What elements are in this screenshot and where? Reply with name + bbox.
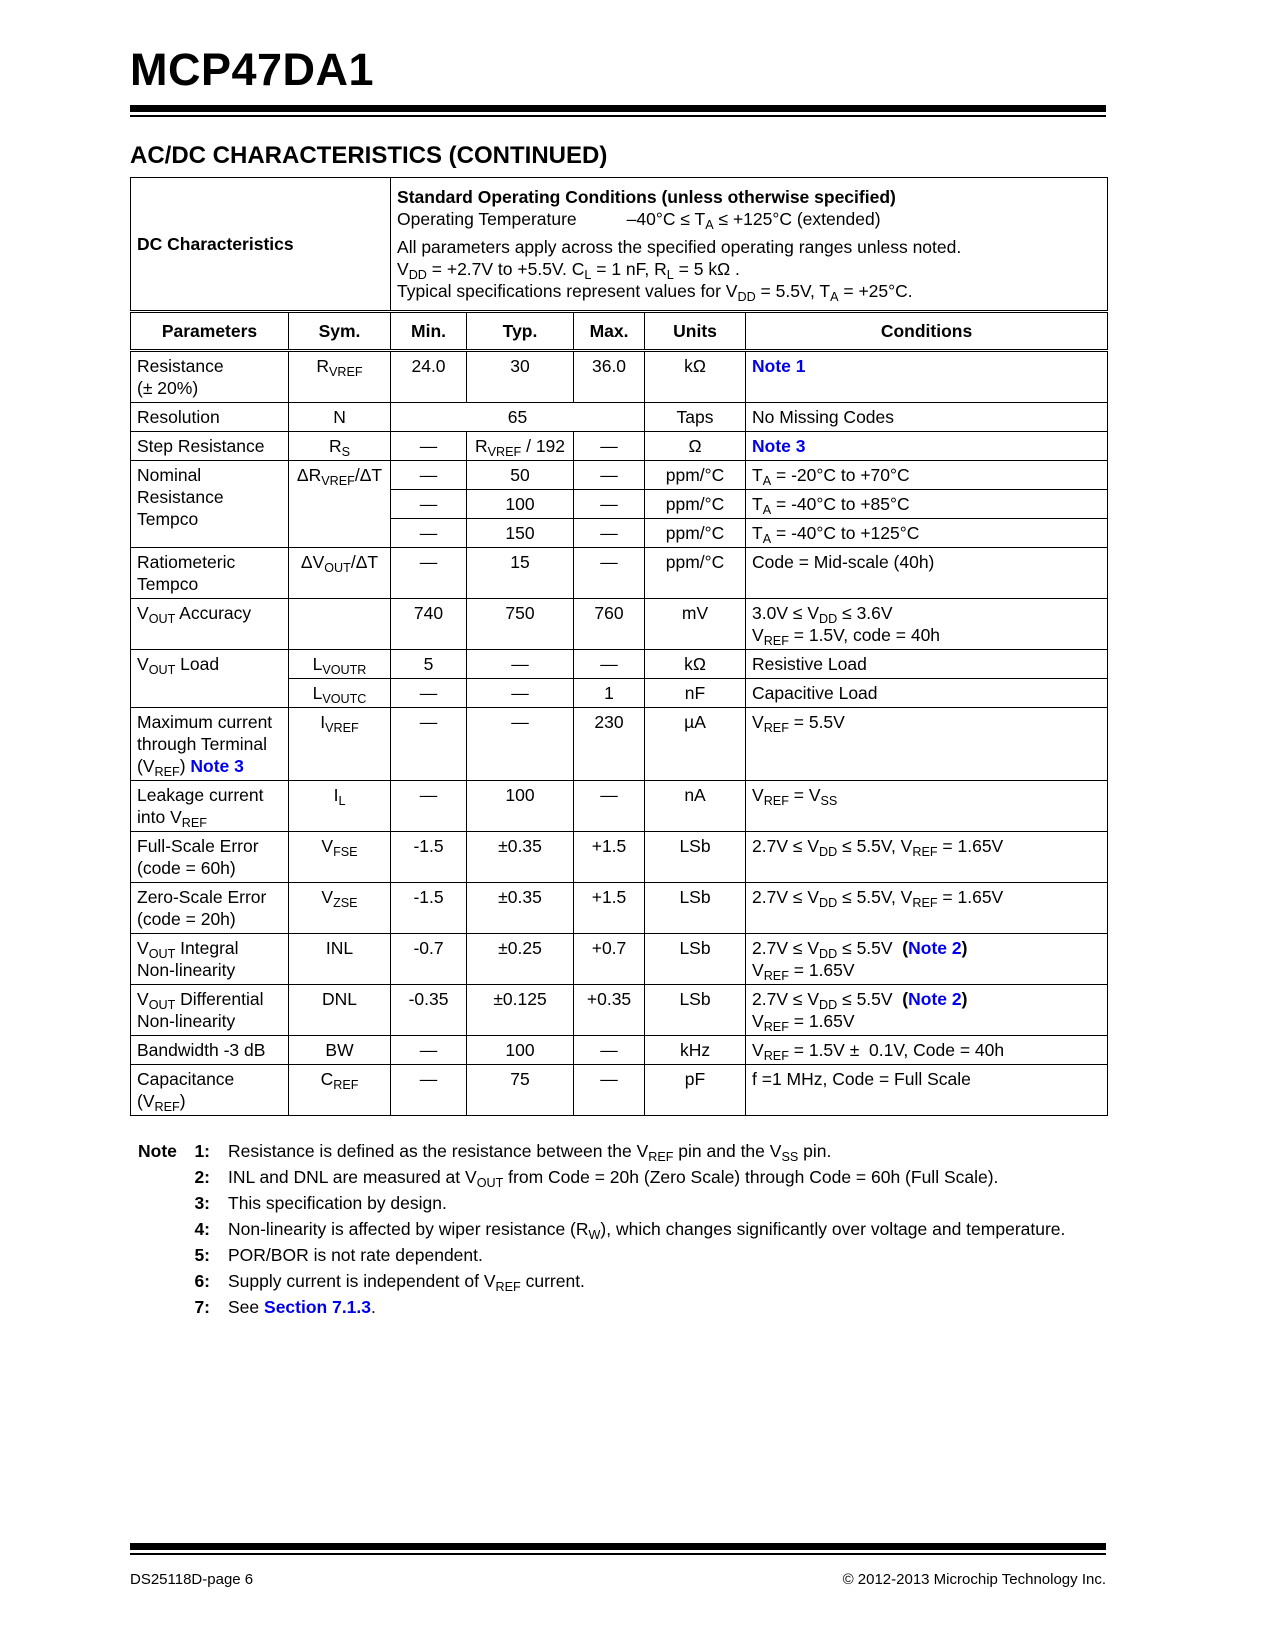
cond-cell: $V_{REF} = 1.5V \pm 0.1V$, Code = 40h <box>746 1036 1108 1065</box>
min-cell: 5 <box>391 650 467 679</box>
sym-cell: $\Delta V_{OUT}/\Delta T$ <box>289 548 391 599</box>
op-temp-value: $-40^\circ C \le T_A \le +125^\circ C$ (extended) <box>626 209 881 232</box>
cond-cell <box>746 432 1108 461</box>
col-min: Min. <box>391 312 467 351</box>
typ-cell: 100 <box>467 1036 574 1065</box>
header-rule-thin <box>130 115 1106 117</box>
typ-cell: 100 <box>467 781 574 832</box>
table-row <box>131 781 1108 832</box>
note-text: Supply current is independent of $V_{REF}$ current. <box>228 1271 585 1294</box>
units-cell: Taps <box>645 403 746 432</box>
note-1-link[interactable]: Note 1 <box>752 356 806 376</box>
note-text: INL and DNL are measured at $V_{OUT}$ from Code = 20h (Zero Scale) through Code = 60h (Full Scale). <box>228 1167 999 1190</box>
typ-cell: 15 <box>467 548 574 599</box>
units-cell: kΩ <box>645 650 746 679</box>
max-cell: — <box>574 519 645 548</box>
sym-cell: $R_{VREF}$ <box>289 351 391 403</box>
min-cell: — <box>391 1036 467 1065</box>
cond-cell: $2.7V \le V_{DD} \le 5.5V$ (Note 2) $V_{REF} = 1.65V$ <box>746 985 1108 1036</box>
sym-cell: DNL <box>289 985 391 1036</box>
table-row <box>131 650 1108 679</box>
max-cell: 760 <box>574 599 645 650</box>
param-cell: Leakage current into $V_{REF}$ <box>131 781 289 832</box>
typ-cell: ±0.35 <box>467 832 574 883</box>
copyright: © 2012-2013 Microchip Technology Inc. <box>842 1571 1106 1588</box>
cond-cell: No Missing Codes <box>746 403 1108 432</box>
cond-cell: $V_{REF} = V_{SS}$ <box>746 781 1108 832</box>
characteristics-table <box>130 177 1108 1116</box>
table-row <box>131 548 1108 599</box>
note-text: This specification by design. <box>228 1193 447 1213</box>
note-item <box>138 1244 1098 1266</box>
max-cell: +1.5 <box>574 832 645 883</box>
cond-cell: $T_A = -40^\circ C$ to +125°C <box>746 519 1108 548</box>
table-row <box>131 708 1108 781</box>
sym-cell: $I_L$ <box>289 781 391 832</box>
min-cell: 740 <box>391 599 467 650</box>
note-item <box>138 1296 1098 1318</box>
param-cell: Nominal Resistance Tempco <box>131 461 289 548</box>
typ-cell: 30 <box>467 351 574 403</box>
col-conditions: Conditions <box>746 312 1108 351</box>
param-cell: Zero-Scale Error (code = 20h) <box>131 883 289 934</box>
table-row <box>131 461 1108 490</box>
param-cell: $V_{OUT}$ Integral Non-linearity <box>131 934 289 985</box>
note-text: See Section 7.1.3. <box>228 1297 376 1317</box>
cond-cell: $2.7V \le V_{DD} \le 5.5V$ (Note 2) $V_{REF} = 1.65V$ <box>746 934 1108 985</box>
sym-cell: $R_S$ <box>289 432 391 461</box>
sym-cell: $L_{VOUTR}$ <box>289 650 391 679</box>
typ-cell: 75 <box>467 1065 574 1116</box>
min-cell: — <box>391 490 467 519</box>
typical-line: Typical specifications represent values for $V_{DD} = 5.5V$, $T_A = +25^\circ C$. <box>397 281 913 304</box>
max-cell: +0.35 <box>574 985 645 1036</box>
table-notes <box>138 1140 1098 1322</box>
param-cell: Ratiometeric Tempco <box>131 548 289 599</box>
units-cell: Ω <box>645 432 746 461</box>
units-cell: LSb <box>645 832 746 883</box>
table-row <box>131 883 1108 934</box>
section-link[interactable]: Section 7.1.3 <box>264 1297 372 1317</box>
max-cell: — <box>574 781 645 832</box>
footer-rule-thin <box>130 1553 1106 1555</box>
col-max: Max. <box>574 312 645 351</box>
max-cell: 36.0 <box>574 351 645 403</box>
typ-cell: $R_{VREF} / 192$ <box>467 432 574 461</box>
cond-cell: $2.7V \le V_{DD} \le 5.5V$, $V_{REF} = 1.65V$ <box>746 832 1108 883</box>
note-text: Resistance is defined as the resistance between the $V_{REF}$ pin and the $V_{SS}$ pin. <box>228 1141 832 1164</box>
table-row <box>131 934 1108 985</box>
cond-cell: f =1 MHz, Code = Full Scale <box>746 1065 1108 1116</box>
table-row <box>131 832 1108 883</box>
notes-label: Note <box>138 1141 177 1161</box>
min-cell: — <box>391 708 467 781</box>
cond-cell: $3.0V \le V_{DD} \le 3.6V$ $V_{REF} = 1.5V$, code = 40h <box>746 599 1108 650</box>
units-cell: kΩ <box>645 351 746 403</box>
max-cell: — <box>574 490 645 519</box>
sym-cell: INL <box>289 934 391 985</box>
note-number: 2: <box>194 1167 210 1187</box>
sym-cell: $V_{FSE}$ <box>289 832 391 883</box>
col-typ: Typ. <box>467 312 574 351</box>
cond-cell: $V_{REF} = 5.5V$ <box>746 708 1108 781</box>
std-conditions: Standard Operating Conditions (unless otherwise specified) <box>397 187 896 207</box>
typ-cell: — <box>467 650 574 679</box>
min-cell: — <box>391 432 467 461</box>
min-cell: — <box>391 519 467 548</box>
table-row <box>131 432 1108 461</box>
param-cell: Bandwidth -3 dB <box>131 1036 289 1065</box>
table-row <box>131 1036 1108 1065</box>
note-item <box>138 1218 1098 1240</box>
note-item <box>138 1140 1098 1162</box>
col-sym: Sym. <box>289 312 391 351</box>
section-heading: AC/DC CHARACTERISTICS (CONTINUED) <box>130 142 608 169</box>
min-cell: -1.5 <box>391 832 467 883</box>
min-cell: — <box>391 781 467 832</box>
note-text: Non-linearity is affected by wiper resistance $(R_W)$, which changes significantly over voltage and temperature. <box>228 1219 1066 1242</box>
typ-cell: — <box>467 679 574 708</box>
cond-cell: Code = Mid-scale (40h) <box>746 548 1108 599</box>
header-rule <box>130 105 1106 112</box>
note-item <box>138 1192 1098 1214</box>
param-cell: Full-Scale Error (code = 60h) <box>131 832 289 883</box>
sym-cell: $\Delta R_{VREF}/\Delta T$ <box>289 461 391 548</box>
max-cell: +1.5 <box>574 883 645 934</box>
note-number: 7: <box>194 1297 210 1317</box>
typ-cell: 150 <box>467 519 574 548</box>
units-cell: ppm/°C <box>645 519 746 548</box>
min-cell: — <box>391 461 467 490</box>
sym-cell: $V_{ZSE}$ <box>289 883 391 934</box>
units-cell: kHz <box>645 1036 746 1065</box>
param-cell: Capacitance $(V_{REF})$ <box>131 1065 289 1116</box>
min-cell: -0.7 <box>391 934 467 985</box>
note-text: POR/BOR is not rate dependent. <box>228 1245 483 1265</box>
note-number: 1: <box>194 1141 210 1161</box>
note-number: 3: <box>194 1193 210 1213</box>
cond-cell: $T_A = -40^\circ C$ to +85°C <box>746 490 1108 519</box>
all-params-note: All parameters apply across the specified operating ranges unless noted. <box>397 237 962 257</box>
table-row <box>131 599 1108 650</box>
table-row <box>131 403 1108 432</box>
document-title: MCP47DA1 <box>130 44 375 95</box>
typ-cell: 50 <box>467 461 574 490</box>
sym-cell: $C_{REF}$ <box>289 1065 391 1116</box>
sym-cell: BW <box>289 1036 391 1065</box>
units-cell: ppm/°C <box>645 490 746 519</box>
cond-cell: $2.7V \le V_{DD} \le 5.5V$, $V_{REF} = 1.65V$ <box>746 883 1108 934</box>
typ-cell: — <box>467 708 574 781</box>
col-units: Units <box>645 312 746 351</box>
min-cell: -0.35 <box>391 985 467 1036</box>
table-row <box>131 985 1108 1036</box>
units-cell: LSb <box>645 934 746 985</box>
param-cell: Resistance (± 20%) <box>131 351 289 403</box>
units-cell: ppm/°C <box>645 548 746 599</box>
param-cell: $V_{OUT}$ Differential Non-linearity <box>131 985 289 1036</box>
operating-conditions <box>391 178 1108 312</box>
operating-temperature <box>397 208 1101 230</box>
param-cell: $V_{OUT}$ Load <box>131 650 289 708</box>
units-cell: ppm/°C <box>645 461 746 490</box>
col-parameters: Parameters <box>131 312 289 351</box>
op-temp-label: Operating Temperature <box>397 209 577 229</box>
cond-cell <box>746 351 1108 403</box>
note-item <box>138 1166 1098 1188</box>
max-cell: — <box>574 432 645 461</box>
units-cell: nF <box>645 679 746 708</box>
units-cell: LSb <box>645 883 746 934</box>
typ-cell: ±0.35 <box>467 883 574 934</box>
min-cell: -1.5 <box>391 883 467 934</box>
min-cell: — <box>391 679 467 708</box>
max-cell: — <box>574 1065 645 1116</box>
sym-cell <box>289 599 391 650</box>
param-cell: Step Resistance <box>131 432 289 461</box>
max-cell: — <box>574 461 645 490</box>
units-cell: pF <box>645 1065 746 1116</box>
sym-cell: N <box>289 403 391 432</box>
param-cell: $V_{OUT}$ Accuracy <box>131 599 289 650</box>
max-cell: +0.7 <box>574 934 645 985</box>
value-cell: 65 <box>391 403 645 432</box>
max-cell: — <box>574 548 645 599</box>
note-3-link[interactable]: Note 3 <box>752 436 806 456</box>
note-item <box>138 1270 1098 1292</box>
table-row <box>131 351 1108 403</box>
table-header-conditions <box>131 178 1108 312</box>
param-cell: Maximum current through Terminal $(V_{REF})$ Note 3 <box>131 708 289 781</box>
max-cell: — <box>574 1036 645 1065</box>
note-2-link[interactable]: Note 2 <box>908 938 962 958</box>
max-cell: 230 <box>574 708 645 781</box>
typ-cell: 100 <box>467 490 574 519</box>
units-cell: nA <box>645 781 746 832</box>
sym-cell: $I_{VREF}$ <box>289 708 391 781</box>
typ-cell: ±0.125 <box>467 985 574 1036</box>
max-cell: — <box>574 650 645 679</box>
column-headers <box>131 312 1108 351</box>
typ-cell: ±0.25 <box>467 934 574 985</box>
min-cell: 24.0 <box>391 351 467 403</box>
cond-cell: $T_A = -20^\circ C$ to +70°C <box>746 461 1108 490</box>
table-row <box>131 1065 1108 1116</box>
footer-rule <box>130 1543 1106 1550</box>
param-cell: Resolution <box>131 403 289 432</box>
sym-cell: $L_{VOUTC}$ <box>289 679 391 708</box>
units-cell: mV <box>645 599 746 650</box>
min-cell: — <box>391 548 467 599</box>
note-3-link[interactable]: Note 3 <box>190 756 244 776</box>
cond-cell: Capacitive Load <box>746 679 1108 708</box>
units-cell: LSb <box>645 985 746 1036</box>
page-number: DS25118D-page 6 <box>130 1571 254 1588</box>
note-number: 5: <box>194 1245 210 1265</box>
note-number: 4: <box>194 1219 210 1239</box>
max-cell: 1 <box>574 679 645 708</box>
min-cell: — <box>391 1065 467 1116</box>
units-cell: µA <box>645 708 746 781</box>
note-number: 6: <box>194 1271 210 1291</box>
cond-cell: Resistive Load <box>746 650 1108 679</box>
typ-cell: 750 <box>467 599 574 650</box>
vdd-line: $V_{DD} = +2.7V$ to +5.5V. $C_L = 1$ nF, $R_L = 5$ kΩ . <box>397 259 740 282</box>
note-2-link[interactable]: Note 2 <box>908 989 962 1009</box>
dc-characteristics-label: DC Characteristics <box>131 178 391 312</box>
